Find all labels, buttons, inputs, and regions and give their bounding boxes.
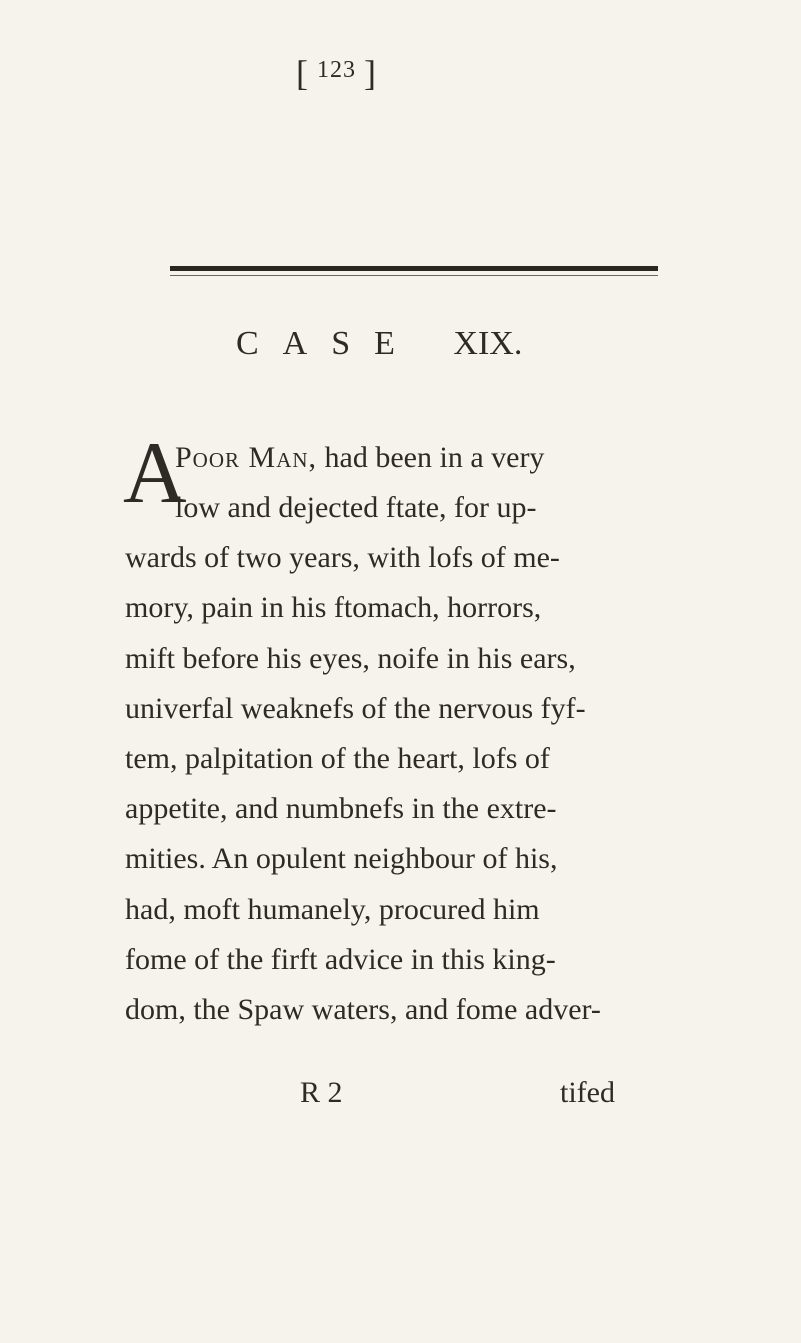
line-6: univerfal weaknefs of the nervous fyf- — [125, 692, 586, 725]
opening-smallcaps: Poor Man, — [175, 441, 318, 474]
drop-cap: A — [123, 425, 187, 522]
line-4: mory, pain in his ftomach, horrors, — [125, 591, 542, 624]
line-3: wards of two years, with lofs of me- — [125, 541, 560, 574]
case-heading — [236, 325, 522, 363]
line-12: dom, the Spaw waters, and fome adver- — [125, 993, 601, 1026]
page-number-open-bracket: [ — [296, 53, 309, 93]
ornamental-rule — [170, 266, 658, 271]
line-8: appetite, and numbnefs in the extre- — [125, 792, 557, 825]
line-5: mift before his eyes, noife in his ears, — [125, 642, 576, 675]
line-1: had been in a very — [324, 441, 545, 474]
ornamental-rule-thin — [170, 275, 658, 276]
catchword: tifed — [560, 1076, 615, 1109]
line-9: mities. An opulent neighbour of his, — [125, 842, 558, 875]
line-2: low and dejected ftate, for up- — [175, 491, 537, 524]
case-numeral: XIX. — [453, 325, 523, 362]
signature-mark: R 2 — [300, 1076, 343, 1109]
line-11: fome of the firft advice in this king- — [125, 943, 556, 976]
line-7: tem, palpitation of the heart, lofs of — [125, 742, 550, 775]
case-label: CASE — [236, 325, 419, 362]
text-line — [175, 438, 544, 478]
page-number-value: 123 — [317, 57, 356, 83]
page-number-close-bracket: ] — [364, 53, 377, 93]
line-10: had, moft humanely, procured him — [125, 893, 540, 926]
